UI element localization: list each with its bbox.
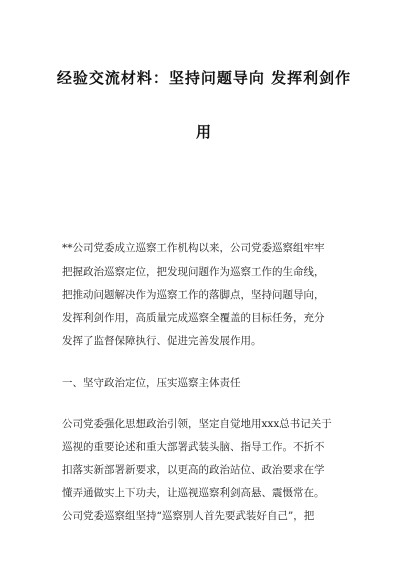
- paragraph-1-line-1: **公司党委成立巡察工作机构以来，公司党委巡察组牢牢: [62, 242, 325, 254]
- paragraph-2-line-5: 公司党委巡察组坚持“巡察别人首先要武装好自己”，把: [62, 510, 315, 522]
- document-title-line-2: 用: [195, 123, 212, 141]
- paragraph-2-line-1: 公司党委强化思想政治引领，坚定自觉地用xxx总书记关于: [62, 418, 332, 430]
- paragraph-1-line-2: 把握政治巡察定位，把发现问题作为巡察工作的生命线，: [62, 266, 325, 278]
- paragraph-1-line-3: 把推动问题解决作为巡察工作的落脚点，坚持问题导向，: [62, 289, 325, 301]
- paragraph-1-line-4: 发挥利剑作用，高质量完成巡察全覆盖的目标任务，充分: [62, 312, 325, 324]
- paragraph-1-line-5: 发挥了监督保障执行、促进完善发展作用。: [62, 335, 262, 347]
- paragraph-2-line-2: 巡视的重要论述和重大部署武装头脑、指导工作。不折不: [62, 441, 325, 453]
- paragraph-2-line-4: 懂弄通做实上下功夫，让巡视巡察利剑高悬、震慑常在。: [62, 487, 325, 499]
- paragraph-2-line-3: 扣落实新部署新要求，以更高的政治站位、政治要求在学: [62, 464, 325, 476]
- section-heading-1: 一、坚守政治定位，压实巡察主体责任: [62, 377, 241, 389]
- document-title-line-1: 经验交流材料：坚持问题导向 发挥利剑作: [56, 69, 352, 87]
